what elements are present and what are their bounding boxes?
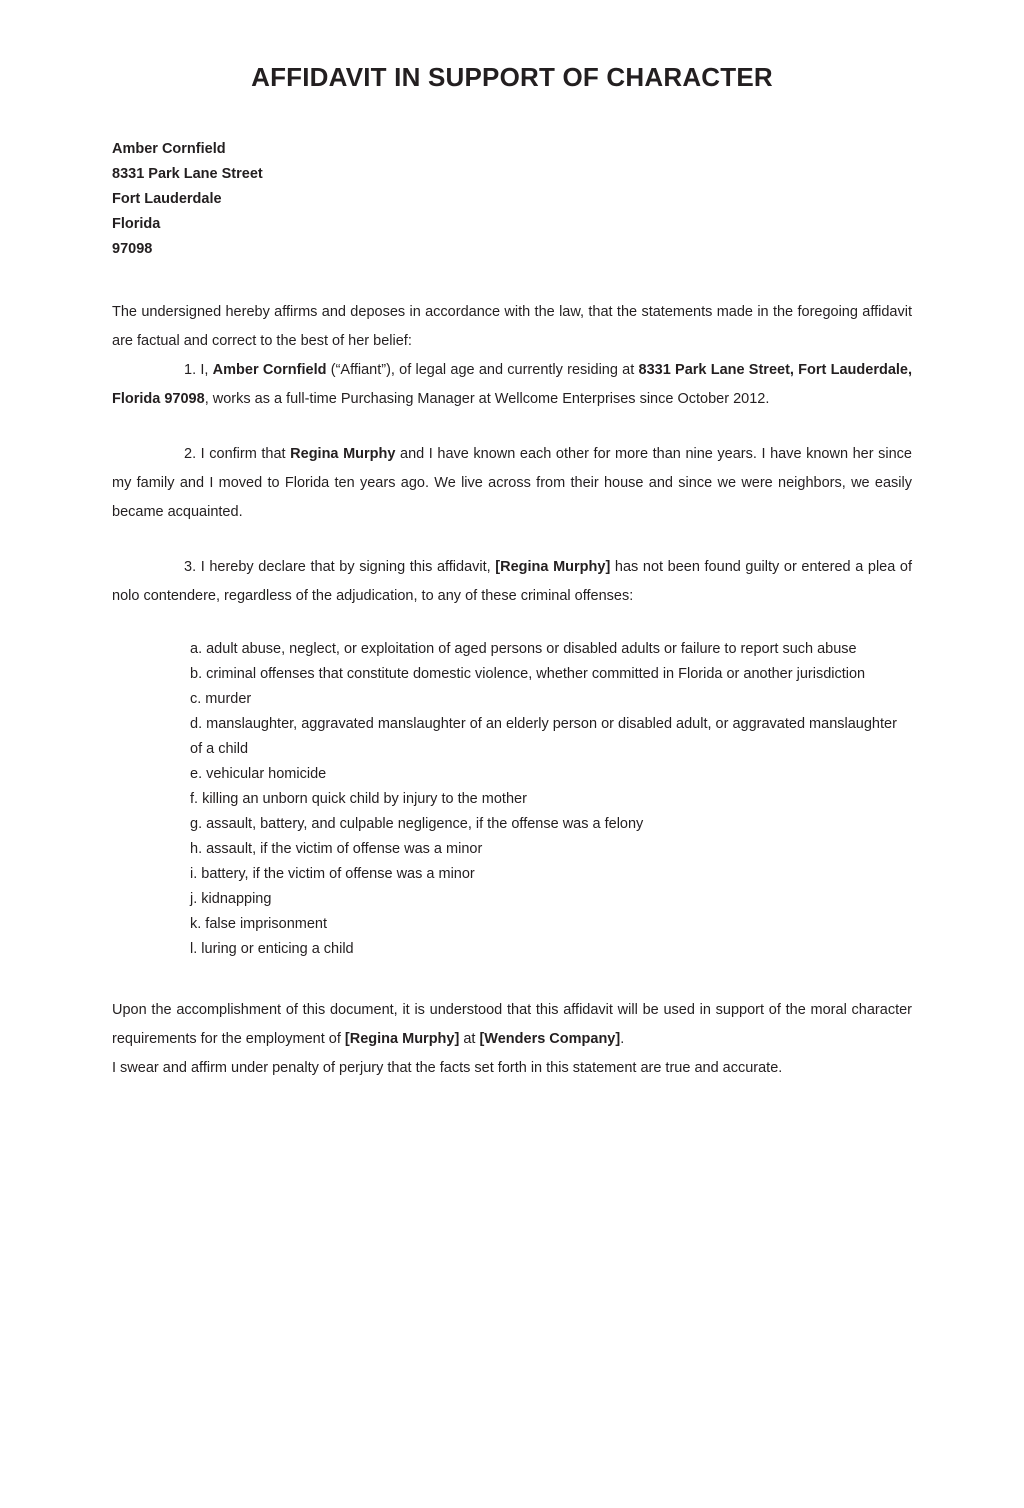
- list-item: b. criminal offenses that constitute domestic violence, whether committed in Florida or another jurisdiction: [190, 666, 866, 682]
- clause-1-affiant: Amber Cornfield: [212, 362, 327, 378]
- clause-2-text-1: 2. I confirm that: [184, 446, 291, 462]
- document-page: [0, 62, 1024, 1508]
- list-item: i. battery, if the victim of offense was a minor: [190, 866, 475, 882]
- closing-paragraph: [112, 996, 912, 1054]
- clause-2: [112, 440, 912, 527]
- address-block: [112, 137, 912, 262]
- address-street: 8331 Park Lane Street: [112, 166, 263, 182]
- clause-1: [112, 356, 912, 414]
- list-item: a. adult abuse, neglect, or exploitation of aged persons or disabled adults or failure to report such abuse: [190, 641, 857, 657]
- list-item: g. assault, battery, and culpable negligence, if the offense was a felony: [190, 816, 644, 832]
- clause-2-subject: Regina Murphy: [290, 446, 396, 462]
- closing-text-1: Upon the accomplishment of this document, it is understood that this affidavit will be used in support of the moral character requirements for the employment of: [112, 1002, 912, 1047]
- offense-list: [112, 637, 912, 962]
- address-zip: 97098: [112, 241, 153, 257]
- document-body: [0, 137, 1024, 1083]
- address-state: Florida: [112, 216, 161, 232]
- list-item: h. assault, if the victim of offense was a minor: [190, 841, 483, 857]
- clause-1-text-2: (“Affiant”), of legal age and currently residing at: [326, 362, 639, 378]
- list-item: c. murder: [190, 691, 252, 707]
- address-city: Fort Lauderdale: [112, 191, 222, 207]
- list-item: e. vehicular homicide: [190, 766, 327, 782]
- closing-company: [Wenders Company]: [479, 1031, 621, 1047]
- clause-1-residence: 8331 Park Lane Street, Fort Lauderdale, Florida 97098: [112, 362, 913, 407]
- intro-paragraph: The undersigned hereby affirms and deposes in accordance with the law, that the statements made in the foregoing affidavit are factual and correct to the best of her belief:: [112, 304, 912, 349]
- list-item: j. kidnapping: [190, 891, 272, 907]
- page-title: AFFIDAVIT IN SUPPORT OF CHARACTER: [251, 62, 773, 92]
- clause-3-text-1: 3. I hereby declare that by signing this affidavit,: [184, 559, 496, 575]
- clause-1-text-1: 1. I,: [184, 362, 213, 378]
- clause-2-text-2: and I have known each other for more than nine years. I have known her since my family and I moved to Florida ten years ago. We live across from their house and since we were neighbors, we easily became acquainted.: [112, 446, 912, 520]
- list-item: l. luring or enticing a child: [190, 941, 354, 957]
- clause-3: [112, 553, 912, 611]
- list-item: f. killing an unborn quick child by injury to the mother: [190, 791, 527, 807]
- oath-line: I swear and affirm under penalty of perjury that the facts set forth in this statement are true and accurate.: [112, 1060, 783, 1076]
- closing-text-3: .: [620, 1031, 625, 1047]
- closing-subject: [Regina Murphy]: [344, 1031, 460, 1047]
- list-item: d. manslaughter, aggravated manslaughter of an elderly person or disabled adult, or aggravated manslaughter of a child: [190, 716, 897, 757]
- address-name: Amber Cornfield: [112, 141, 226, 157]
- clause-1-text-3: , works as a full-time Purchasing Manager at Wellcome Enterprises since October 2012.: [204, 391, 770, 407]
- list-item: k. false imprisonment: [190, 916, 327, 932]
- clause-3-subject: [Regina Murphy]: [495, 559, 611, 575]
- closing-text-2: at: [459, 1031, 480, 1047]
- closing-block: [112, 996, 912, 1083]
- clause-3-text-2: has not been found guilty or entered a plea of nolo contendere, regardless of the adjudication, to any of these criminal offenses:: [112, 559, 912, 604]
